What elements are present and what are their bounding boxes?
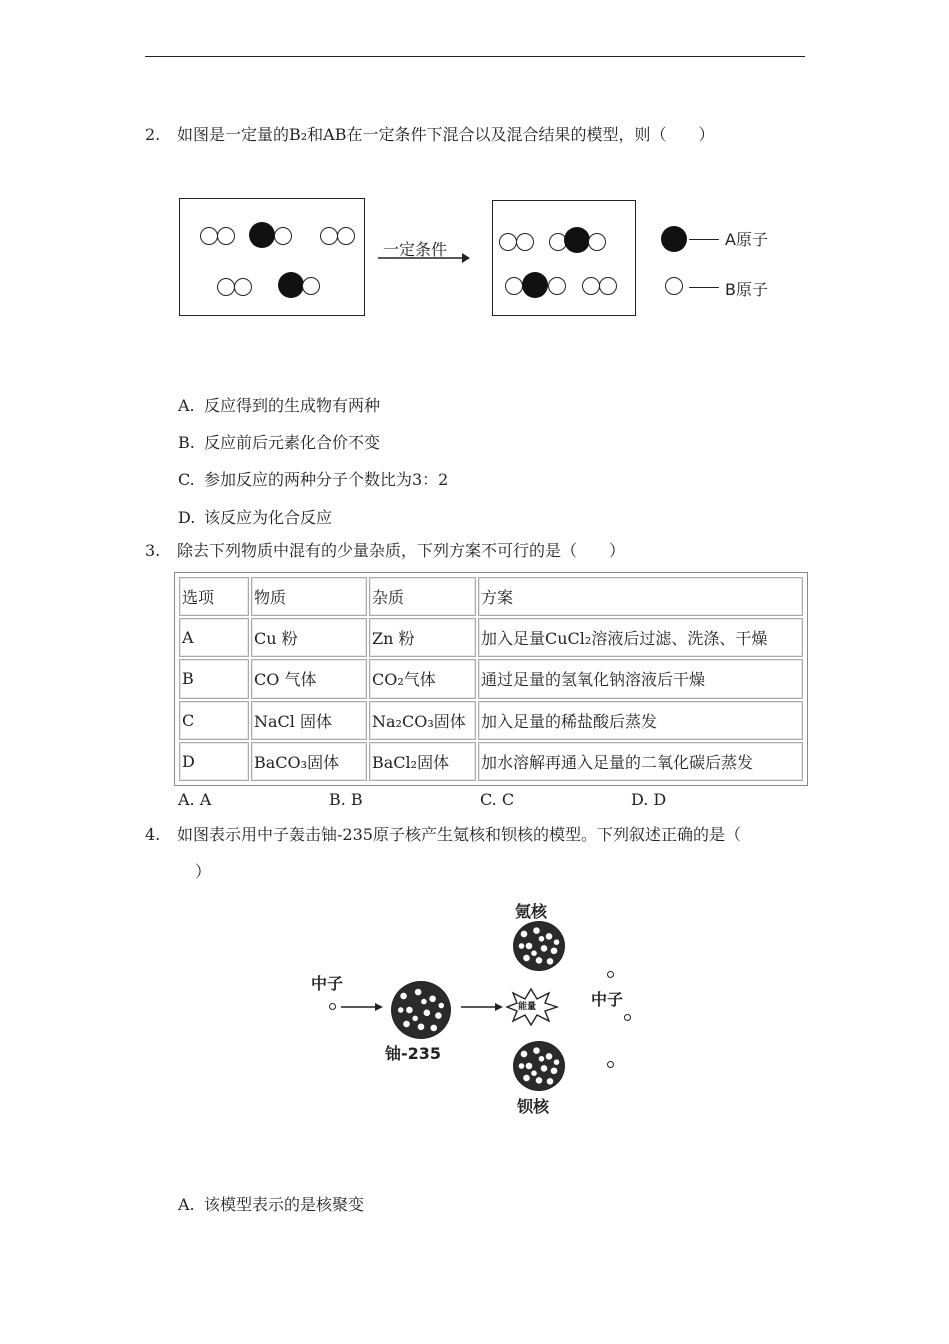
legend-a-atom bbox=[661, 226, 687, 252]
b-atom bbox=[320, 227, 338, 245]
table-cell: 加入足量的稀盐酸后蒸发 bbox=[478, 701, 803, 740]
b-atom bbox=[582, 277, 600, 295]
krypton-nucleus bbox=[513, 921, 565, 971]
question-number: 2. bbox=[145, 125, 161, 144]
b-atom bbox=[217, 278, 235, 296]
answer-choice: A. A bbox=[178, 790, 212, 809]
a-atom bbox=[522, 272, 548, 298]
before-mixture-box bbox=[179, 198, 365, 316]
incoming-arrow bbox=[341, 1001, 383, 1013]
legend-b-label: B原子 bbox=[725, 280, 768, 299]
table-header: 选项 bbox=[179, 577, 249, 616]
table-header: 方案 bbox=[478, 577, 803, 616]
table-row bbox=[179, 618, 803, 657]
incoming-neutron bbox=[329, 1003, 336, 1010]
table-cell: Cu 粉 bbox=[251, 618, 367, 657]
a-atom bbox=[249, 222, 275, 248]
answer-choice: B. B bbox=[329, 790, 363, 809]
b-atom bbox=[337, 227, 355, 245]
b-atom bbox=[274, 227, 292, 245]
a-atom bbox=[278, 272, 304, 298]
option-2d: D. 该反应为化合反应 bbox=[178, 508, 333, 527]
question-text: 如图是一定量的B₂和AB在一定条件下混合以及混合结果的模型，则（ ） bbox=[177, 125, 715, 144]
table-cell: C bbox=[179, 701, 249, 740]
uranium-label: 铀-235 bbox=[385, 1044, 442, 1063]
option-2b: B. 反应前后元素化合价不变 bbox=[178, 433, 381, 452]
legend-line bbox=[689, 287, 719, 288]
b-atom bbox=[217, 227, 235, 245]
question-text: 除去下列物质中混有的少量杂质，下列方案不可行的是（ ） bbox=[177, 541, 626, 560]
b-atom bbox=[505, 277, 523, 295]
question-text: 如图表示用中子轰击铀-235原子核产生氪核和钡核的模型。下列叙述正确的是（ bbox=[177, 825, 741, 844]
option-2c: C. 参加反应的两种分子个数比为3：2 bbox=[178, 470, 449, 489]
b-atom bbox=[599, 277, 617, 295]
b-atom bbox=[516, 233, 534, 251]
energy-label: 能量 bbox=[518, 1002, 537, 1012]
reaction-model-figure bbox=[175, 195, 785, 325]
uranium-nucleus bbox=[391, 981, 451, 1039]
table-cell: B bbox=[179, 659, 249, 698]
table-cell: CO₂气体 bbox=[369, 659, 476, 698]
table-header: 杂质 bbox=[369, 577, 476, 616]
impurity-removal-table bbox=[174, 572, 808, 786]
header-rule bbox=[145, 56, 805, 57]
b-atom bbox=[234, 278, 252, 296]
table-row bbox=[179, 742, 803, 781]
answer-choice: C. C bbox=[480, 790, 515, 809]
table-cell: CO 气体 bbox=[251, 659, 367, 698]
barium-label: 钡核 bbox=[517, 1097, 550, 1116]
table-cell: NaCl 固体 bbox=[251, 701, 367, 740]
b-atom bbox=[499, 233, 517, 251]
table-header: 物质 bbox=[251, 577, 367, 616]
question-2 bbox=[145, 125, 715, 145]
question-4 bbox=[145, 825, 741, 845]
table-cell: 加入足量CuCl₂溶液后过滤、洗涤、干燥 bbox=[478, 618, 803, 657]
table-row bbox=[179, 659, 803, 698]
outgoing-neutron bbox=[624, 1014, 631, 1021]
table-row bbox=[179, 701, 803, 740]
question-number: 3. bbox=[145, 541, 161, 560]
neutron-in-label: 中子 bbox=[311, 974, 344, 993]
table-header-row bbox=[179, 577, 803, 616]
option-4a: A. 该模型表示的是核聚变 bbox=[178, 1195, 365, 1214]
legend-line bbox=[689, 239, 719, 240]
option-2a: A. 反应得到的生成物有两种 bbox=[178, 396, 381, 415]
legend-a-label: A原子 bbox=[725, 230, 768, 249]
table-cell: A bbox=[179, 618, 249, 657]
reaction-arrow bbox=[378, 251, 470, 265]
a-atom bbox=[564, 227, 590, 253]
nuclear-fission-figure bbox=[305, 895, 645, 1120]
question-4-continued: ） bbox=[195, 862, 212, 881]
condition-label: 一定条件 bbox=[383, 240, 448, 259]
table-cell: D bbox=[179, 742, 249, 781]
question-number: 4. bbox=[145, 825, 161, 844]
krypton-label: 氪核 bbox=[515, 902, 548, 921]
table-cell: BaCl₂固体 bbox=[369, 742, 476, 781]
table-cell: BaCO₃固体 bbox=[251, 742, 367, 781]
barium-nucleus bbox=[513, 1041, 565, 1091]
b-atom bbox=[302, 277, 320, 295]
b-atom bbox=[548, 277, 566, 295]
fission-arrow bbox=[461, 1001, 503, 1013]
b-atom bbox=[200, 227, 218, 245]
table-cell: Na₂CO₃固体 bbox=[369, 701, 476, 740]
outgoing-neutron bbox=[607, 1061, 614, 1068]
answer-choice: D. D bbox=[631, 790, 667, 809]
after-mixture-box bbox=[492, 200, 636, 316]
neutron-out-label: 中子 bbox=[591, 990, 624, 1009]
table-cell: 加水溶解再通入足量的二氧化碳后蒸发 bbox=[478, 742, 803, 781]
b-atom bbox=[588, 233, 606, 251]
outgoing-neutron bbox=[607, 971, 614, 978]
table-cell: Zn 粉 bbox=[369, 618, 476, 657]
question-3 bbox=[145, 541, 625, 561]
table-cell: 通过足量的氢氧化钠溶液后干燥 bbox=[478, 659, 803, 698]
legend-b-atom bbox=[665, 277, 683, 295]
